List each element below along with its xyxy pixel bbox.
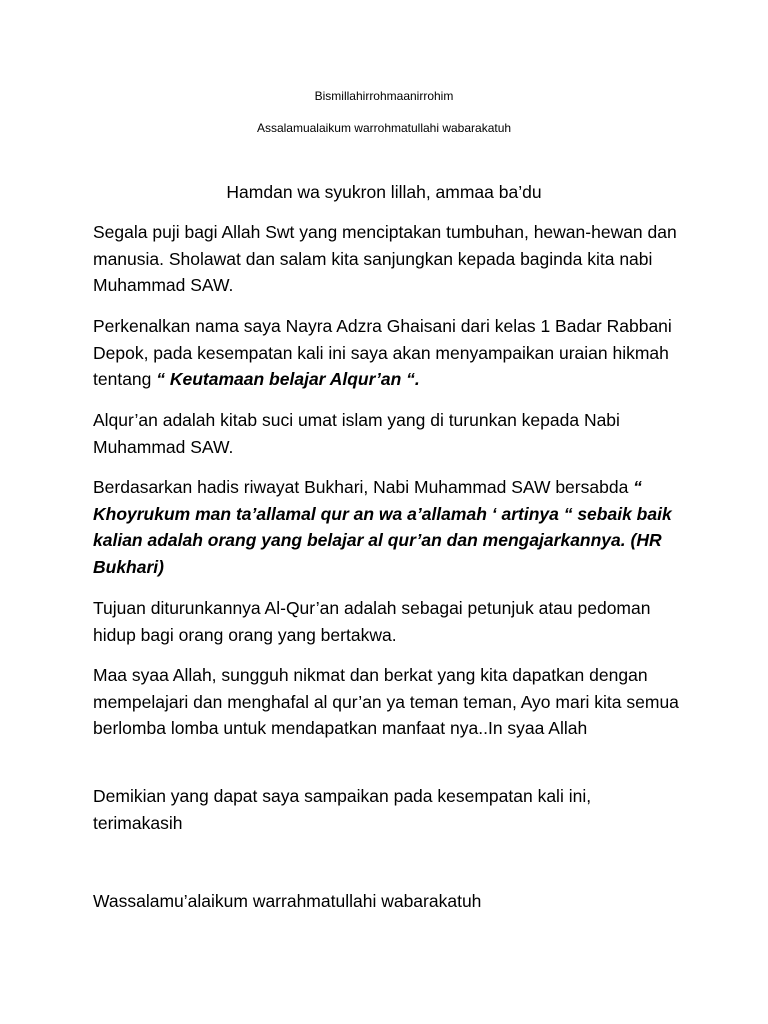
salam-line: Assalamualaikum warrohmatullahi wabarakatuh [256, 121, 512, 135]
paragraph-purpose: Tujuan diturunkannya Al-Qur’an adalah sebagai petunjuk atau pedoman hidup bagi orang orang yang bertakwa. [93, 598, 651, 645]
opening-line: Hamdan wa syukron lillah, ammaa ba’du [226, 182, 542, 202]
topic-title: “ Keutamaan belajar Alqur’an “. [156, 369, 420, 389]
paragraph-praise: Segala puji bagi Allah Swt yang menciptakan tumbuhan, hewan-hewan dan manusia. Sholawat dan salam kita sanjungkan kepada baginda kita nabi Muhammad SAW. [93, 222, 677, 295]
bismillah-line: Bismillahirrohmaanirrohim [314, 89, 454, 103]
hadith-intro-text: Berdasarkan hadis riwayat Bukhari, Nabi Muhammad SAW bersabda [93, 477, 634, 497]
hadith-quote: “ Khoyrukum man ta’allamal qur an wa a’allamah ‘ artinya “ sebaik baik kalian adalah orang yang belajar al qur’an dan mengajarkannya. (HR Bukhari) [93, 477, 672, 577]
paragraph-encouragement: Maa syaa Allah, sungguh nikmat dan berkat yang kita dapatkan dengan mempelajari dan menghafal al qur’an ya teman teman, Ayo mari kita semua berlomba lomba untuk mendapatkan manfaat nya..In syaa Allah [93, 665, 679, 738]
paragraph-quran-definition: Alqur’an adalah kitab suci umat islam yang di turunkan kepada Nabi Muhammad SAW. [93, 410, 620, 457]
introduction-text: Perkenalkan nama saya Nayra Adzra Ghaisani dari kelas 1 Badar Rabbani Depok, pada kesempatan kali ini saya akan menyampaikan uraian hikmah tentang [93, 316, 672, 389]
closing-salam: Wassalamu’alaikum warrahmatullahi wabarakatuh [93, 891, 482, 911]
paragraph-hadith [93, 474, 683, 580]
paragraph-introduction [93, 313, 683, 393]
paragraph-closing-remarks: Demikian yang dapat saya sampaikan pada kesempatan kali ini, terimakasih [93, 786, 592, 833]
